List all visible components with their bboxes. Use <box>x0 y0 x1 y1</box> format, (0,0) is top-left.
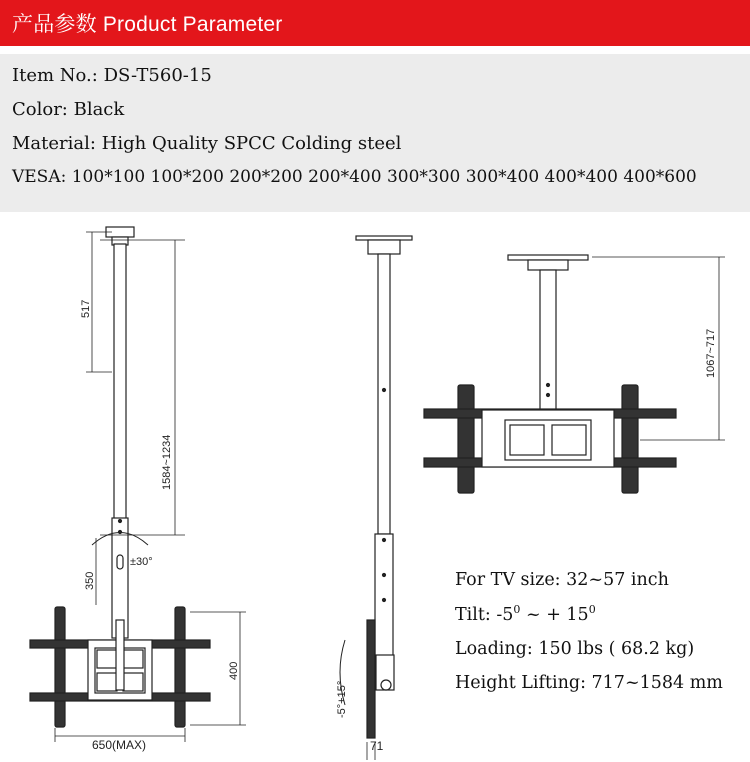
feature-tilt-degree-1: 0 <box>513 603 521 616</box>
feature-tilt-prefix: Tilt: -5 <box>455 604 514 625</box>
feature-tilt <box>455 603 596 625</box>
feature-height: Height Lifting: 717~1584 mm <box>455 673 723 693</box>
dim-tilt: -5°+15° <box>336 680 348 718</box>
dim-400: 400 <box>228 661 240 680</box>
side-view <box>340 236 412 738</box>
feature-tilt-degree-2: 0 <box>588 603 596 616</box>
dim-1584-1234: 1584~1234 <box>161 434 173 490</box>
spec-vesa: VESA: 100*100 100*200 200*200 200*400 300*300 300*400 400*400 400*600 <box>12 167 697 187</box>
specs-panel <box>0 54 750 212</box>
front-view <box>30 227 210 727</box>
dim-71: 71 <box>370 739 384 753</box>
dim-650max: 650(MAX) <box>92 738 147 752</box>
spec-material: Material: High Quality SPCC Colding steel <box>12 133 402 154</box>
dim-517: 517 <box>80 299 92 318</box>
dim-rotation: ±30° <box>130 556 153 568</box>
feature-tv-size: For TV size: 32~57 inch <box>455 570 669 590</box>
feature-loading: Loading: 150 lbs ( 68.2 kg) <box>455 639 695 659</box>
dim-350: 350 <box>84 571 96 590</box>
spec-item-no: Item No.: DS-T560-15 <box>12 65 212 86</box>
spec-color: Color: Black <box>12 99 125 120</box>
page-title: 产品参数 Product Parameter <box>12 13 283 36</box>
feature-tilt-mid: ~ + 15 <box>520 604 589 625</box>
dim-1067-717: 1067~717 <box>705 328 717 378</box>
header-bar <box>0 0 750 46</box>
back-view <box>424 255 676 493</box>
